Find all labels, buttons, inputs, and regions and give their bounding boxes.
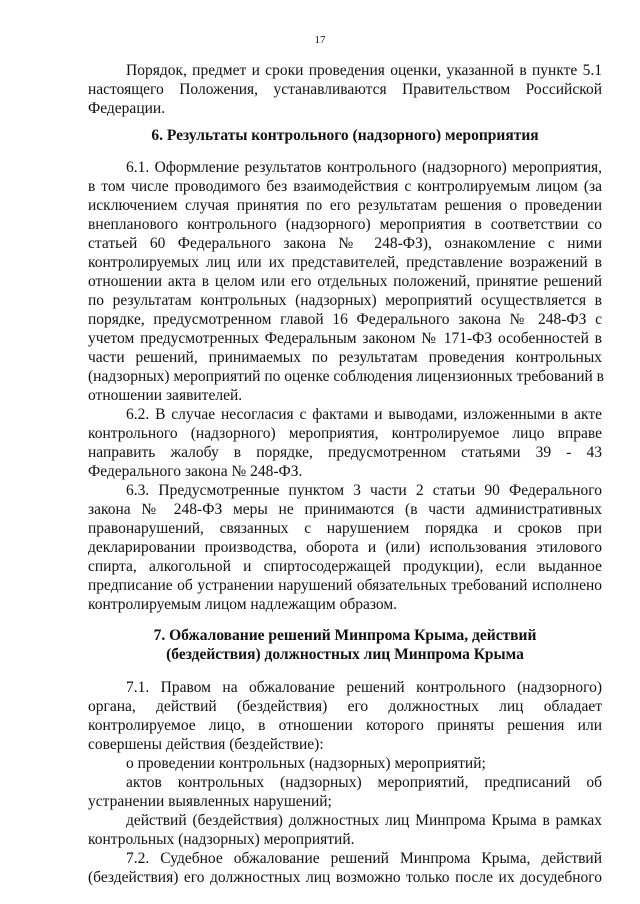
text-line: совершены действия (бездействие): (88, 736, 324, 753)
text-line: правонарушений, связанных с нарушением порядка и сроков при (88, 520, 602, 537)
text-line: исключением случая принятия по его результатам решения о проведении (88, 197, 602, 214)
text-line: органа, действий (бездействия) его должностных лиц обладает (88, 698, 602, 715)
text-line: закона № 248-ФЗ меры не принимаются (в части административных (88, 501, 602, 518)
text-line: контролируемое лицо, в отношении которого приняты решения или (88, 717, 602, 734)
text-line: 6.3. Предусмотренные пунктом 3 части 2 статьи 90 Федерального (126, 482, 602, 499)
text-line: о проведении контрольных (надзорных) мероприятий; (126, 755, 486, 772)
text-line: 6.1. Оформление результатов контрольного (надзорного) мероприятия, (126, 159, 602, 176)
text-line: контролируемых лиц или их представителей, представление возражений в (88, 254, 602, 271)
heading-line: 6. Результаты контрольного (надзорного) мероприятия (151, 127, 539, 144)
text-line: контролируемым лицом надлежащим образом. (88, 596, 398, 613)
text-line: отношении акта в целом или его отдельных положений, принятие решений (88, 273, 602, 290)
text-line: (надзорных) мероприятий по оценке соблюдения лицензионных требований в (88, 368, 604, 385)
text-line: 7.2. Судебное обжалование решений Минпрома Крыма, действий (126, 850, 602, 867)
text-line: контрольных (надзорных) мероприятий. (88, 831, 355, 848)
text-line: учетом предусмотренных Федеральным законом № 171-ФЗ особенностей в (88, 330, 602, 347)
text-line: устранении выявленных нарушений; (88, 793, 332, 810)
text-line: Федерации. (88, 100, 166, 117)
text-line: Федерального закона № 248-ФЗ. (88, 463, 303, 480)
heading-line: 7. Обжалование решений Минпрома Крыма, действий (153, 627, 537, 644)
text-line: по результатам контрольных (надзорных) мероприятий осуществляется в (88, 292, 602, 309)
text-line: направить жалобу в порядке, предусмотренном статьями 39 - 43 (88, 444, 602, 461)
text-line: актов контрольных (надзорных) мероприятий, предписаний об (126, 774, 602, 791)
text-line: спирта, алкогольной и спиртосодержащей продукции), если выданное (88, 558, 602, 575)
text-line: настоящего Положения, устанавливаются Правительством Российской (88, 81, 602, 98)
heading-line: (бездействия) должностных лиц Минпрома Крыма (166, 646, 524, 663)
text-line: части решений, принимаемых по результатам проведения контрольных (88, 349, 602, 366)
text-line: (бездействия) его должностных лиц возможно только после их досудебного (88, 869, 602, 886)
text-line: Порядок, предмет и сроки проведения оценки, указанной в пункте 5.1 (126, 62, 602, 79)
text-line: действий (бездействия) должностных лиц Минпрома Крыма в рамках (126, 812, 602, 829)
text-line: статьей 60 Федерального закона № 248-ФЗ), ознакомление с ними (88, 235, 602, 252)
text-line: внепланового контрольного (надзорного) мероприятия в соответствии со (88, 216, 602, 233)
text-line: предписание об устранении нарушений обязательных требований исполнено (88, 577, 602, 594)
text-line: 6.2. В случае несогласия с фактами и выводами, изложенными в акте (126, 406, 602, 423)
text-line: контрольного (надзорного) мероприятия, контролируемое лицо вправе (88, 425, 602, 442)
text-line: 7.1. Правом на обжалование решений контрольного (надзорного) (126, 679, 602, 696)
page-number: 17 (314, 34, 326, 46)
text-line: декларировании производства, оборота и (или) использования этилового (88, 539, 602, 556)
text-line: в том числе проводимого без взаимодействия с контролируемым лицом (за (88, 178, 602, 195)
text-line: порядке, предусмотренном главой 16 Федерального закона № 248-ФЗ с (88, 311, 602, 328)
text-line: отношении заявителей. (88, 387, 243, 404)
